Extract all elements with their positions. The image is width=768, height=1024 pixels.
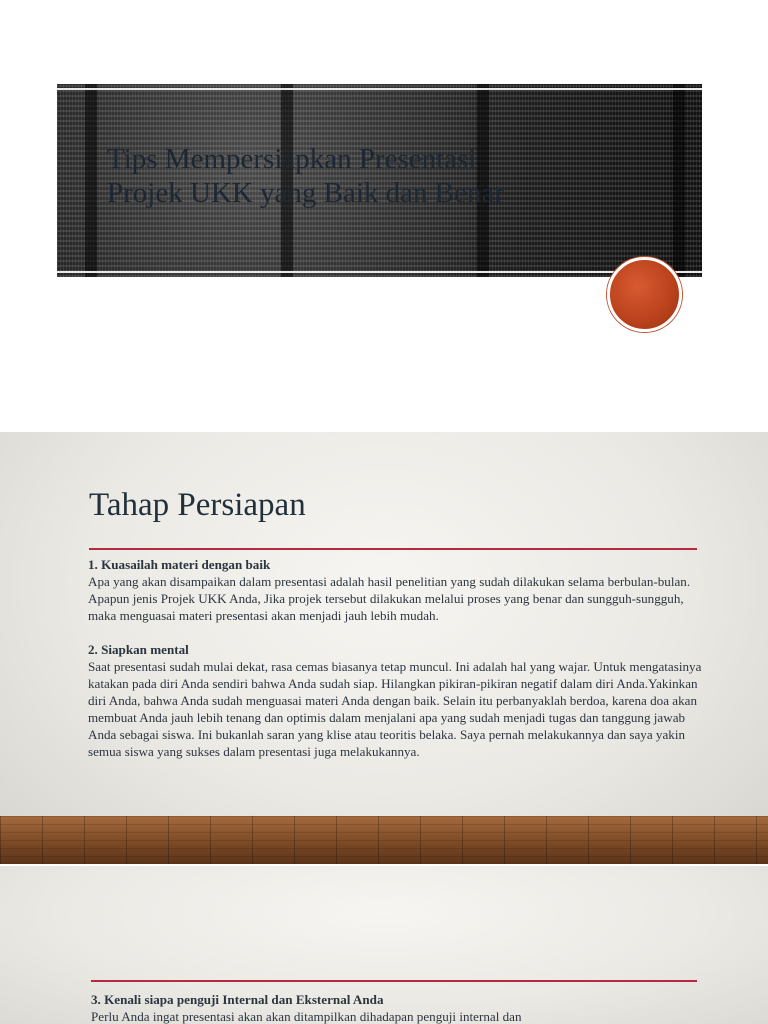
title-line-2: Projek UKK yang Baik dan Benar [107,177,505,209]
item-1-title: 1. Kuasailah materi dengan baik [88,557,271,572]
decorative-circle [607,257,682,332]
item-2-body: Saat presentasi sudah mulai dekat, rasa cemas biasanya tetap muncul. Ini adalah hal yang wajar. Untuk mengatasinya katakan pada diri Anda sendiri bahwa Anda sudah siap. Hilangkan pikiran-pikiran negatif dalam diri Anda.Yakinkan diri Anda, bahwa Anda sudah menguasai materi Anda dengan baik. Selain itu perbanyaklah berdoa, karena doa akan membuat Anda jauh lebih tenang dan optimis dalam menjalani apa yang sudah menjadi tugas dan tanggung jawab Anda sebagai siswa. Ini bukanlah saran yang klise atau teoritis belaka. Saya pernah melakukannya dan saya yakin semua siswa yang sukses dalam presentasi juga melakukannya. [88,659,702,759]
heading-underline [89,548,697,550]
presentation-title [107,142,627,210]
slide3-body [91,991,711,1024]
banner-top-rule [57,88,702,90]
wood-floor [0,816,768,864]
item-3-body: Perlu Anda ingat presentasi akan akan ditampilkan dihadapan penguji internal dan [91,1009,522,1024]
slide-body [88,556,708,760]
slide-tahap-persiapan [0,432,768,864]
slide-continued [0,866,768,1024]
title-line-1: Tips Mempersiapkan Presentasi [107,143,477,175]
section-rule [91,980,697,982]
slide-title [0,0,768,432]
item-2-title: 2. Siapkan mental [88,642,189,657]
item-3-title: 3. Kenali siapa penguji Internal dan Eksternal Anda [91,992,384,1007]
item-1-body: Apa yang akan disampaikan dalam presentasi adalah hasil penelitian yang sudah dilakukan selama berbulan-bulan. Apapun jenis Projek UKK Anda, Jika projek tersebut dilakukan melalui proses yang benar dan sungguh-sungguh, maka menguasai materi presentasi akan menjadi jauh lebih mudah. [88,574,691,623]
banner-bottom-rule [57,271,702,273]
slide-heading: Tahap Persiapan [89,487,306,523]
title-banner [57,84,702,277]
